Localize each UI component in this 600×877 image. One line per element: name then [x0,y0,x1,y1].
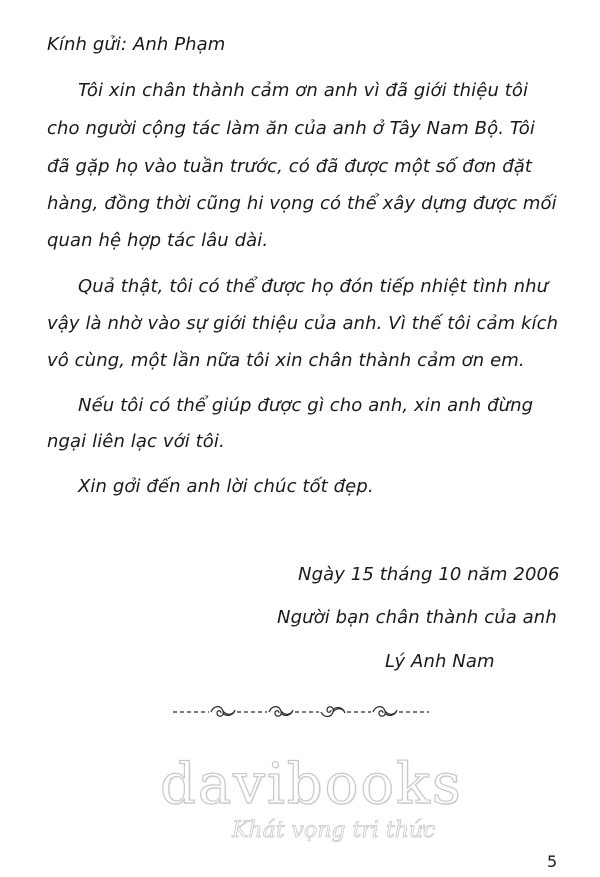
paragraph-line: đã gặp họ vào tuần trước, có đã được một số đơn đặt [47,156,533,177]
paragraph-line: Tôi xin chân thành cảm ơn anh vì đã giới thiệu tôi [78,80,529,101]
paragraph-line: Xin gởi đến anh lời chúc tốt đẹp. [78,476,374,497]
letter-sign-off: Người bạn chân thành của anh [277,607,557,628]
paragraph-line: ngại liên lạc với tôi. [47,431,225,452]
page-number: 5 [547,852,558,871]
watermark-brand: davibooks [160,752,463,817]
watermark-tagline: Khát vọng tri thức [232,818,436,843]
paragraph-line: Nếu tôi có thể giúp được gì cho anh, xin anh đừng [78,395,534,416]
watermark [160,752,463,852]
paragraph-line: cho người cộng tác làm ăn của anh ở Tây Nam Bộ. Tôi [47,118,535,139]
letter-date: Ngày 15 tháng 10 năm 2006 [298,564,560,585]
paragraph-line: hàng, đồng thời cũng hi vọng có thể xây dựng được mối [47,193,557,214]
paragraph-line: Quả thật, tôi có thể được họ đón tiếp nhiệt tình như [78,276,549,297]
paragraph-line: vô cùng, một lần nữa tôi xin chân thành cảm ơn em. [47,350,525,371]
paragraph-line: quan hệ hợp tác lâu dài. [47,230,269,251]
ornamental-divider [173,700,429,724]
letter-signature-name: Lý Anh Nam [385,651,495,672]
paragraph-line: vậy là nhờ vào sự giới thiệu của anh. Vì thế tôi cảm kích [47,313,559,334]
letter-greeting: Kính gửi: Anh Phạm [47,34,226,55]
